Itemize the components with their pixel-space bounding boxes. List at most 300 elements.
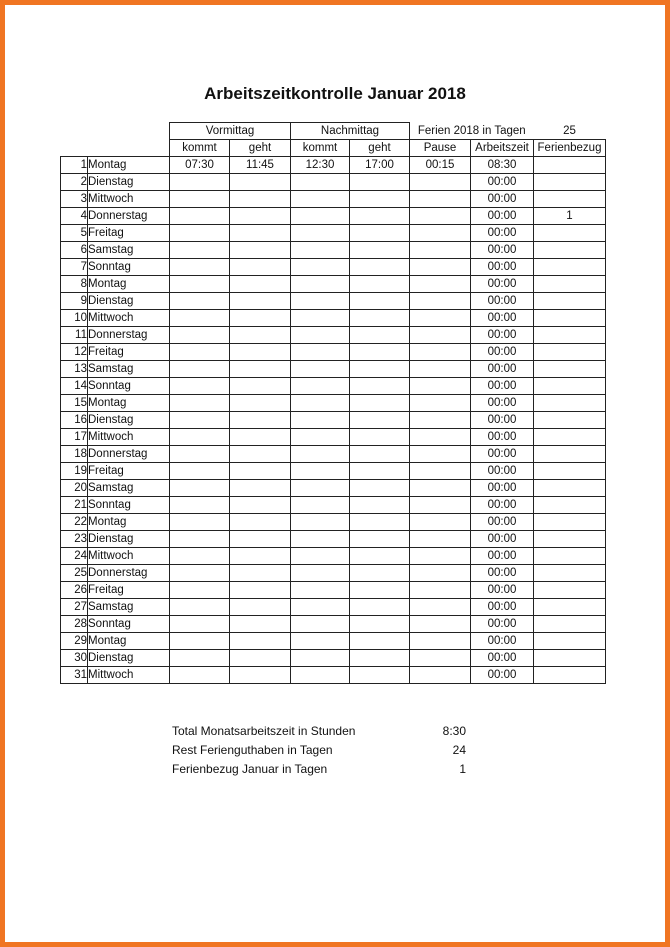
nachmittag-geht-cell[interactable] [350, 446, 410, 463]
vormittag-geht-cell[interactable] [230, 276, 291, 293]
arbeitszeit-cell[interactable]: 00:00 [471, 582, 534, 599]
nachmittag-geht-cell[interactable] [350, 327, 410, 344]
nachmittag-geht-cell[interactable] [350, 242, 410, 259]
day-number-cell[interactable]: 11 [61, 327, 88, 344]
pause-cell[interactable] [410, 599, 471, 616]
nachmittag-kommt-cell[interactable] [291, 327, 350, 344]
nachmittag-geht-cell[interactable] [350, 259, 410, 276]
table-row [61, 565, 606, 582]
table-row [61, 395, 606, 412]
vormittag-geht-cell[interactable] [230, 446, 291, 463]
ferienbezug-cell[interactable] [534, 378, 606, 395]
weekday-cell[interactable]: Sonntag [88, 616, 170, 633]
ferienbezug-cell[interactable] [534, 395, 606, 412]
pause-cell[interactable] [410, 463, 471, 480]
vormittag-geht-cell[interactable] [230, 310, 291, 327]
arbeitszeit-cell[interactable]: 00:00 [471, 191, 534, 208]
vormittag-geht-cell[interactable] [230, 242, 291, 259]
empty-cell [88, 140, 170, 157]
vormittag-geht-cell[interactable] [230, 650, 291, 667]
arbeitszeit-cell[interactable]: 00:00 [471, 242, 534, 259]
ferienbezug-cell[interactable] [534, 429, 606, 446]
vormittag-geht-cell[interactable] [230, 548, 291, 565]
vormittag-geht-cell[interactable] [230, 378, 291, 395]
nachmittag-kommt-cell[interactable] [291, 344, 350, 361]
arbeitszeit-cell[interactable]: 00:00 [471, 259, 534, 276]
vormittag-kommt-cell[interactable] [170, 378, 230, 395]
table-row [61, 276, 606, 293]
pause-cell[interactable] [410, 293, 471, 310]
arbeitszeit-cell[interactable]: 00:00 [471, 327, 534, 344]
ferienbezug-cell[interactable]: 1 [534, 208, 606, 225]
day-number-cell[interactable]: 10 [61, 310, 88, 327]
vormittag-kommt-cell[interactable] [170, 650, 230, 667]
day-number-cell[interactable]: 18 [61, 446, 88, 463]
day-number-cell[interactable]: 5 [61, 225, 88, 242]
ferienbezug-cell[interactable] [534, 293, 606, 310]
day-number-cell[interactable]: 29 [61, 633, 88, 650]
vormittag-kommt-cell[interactable] [170, 225, 230, 242]
ferienbezug-cell[interactable] [534, 616, 606, 633]
ferienbezug-cell[interactable] [534, 225, 606, 242]
vormittag-kommt-cell[interactable] [170, 412, 230, 429]
pause-cell[interactable] [410, 531, 471, 548]
ferienbezug-cell[interactable] [534, 412, 606, 429]
nachmittag-geht-cell[interactable] [350, 208, 410, 225]
nachmittag-geht-cell[interactable] [350, 565, 410, 582]
nachmittag-geht-cell[interactable] [350, 497, 410, 514]
day-number-cell[interactable]: 13 [61, 361, 88, 378]
vormittag-kommt-cell[interactable] [170, 429, 230, 446]
header-row-2 [61, 140, 606, 157]
vormittag-kommt-cell[interactable] [170, 361, 230, 378]
arbeitszeit-cell[interactable]: 00:00 [471, 548, 534, 565]
arbeitszeit-cell[interactable]: 00:00 [471, 514, 534, 531]
nachmittag-geht-cell[interactable]: 17:00 [350, 157, 410, 174]
pause-cell[interactable] [410, 361, 471, 378]
vormittag-geht-cell[interactable] [230, 480, 291, 497]
nachmittag-kommt-cell[interactable] [291, 650, 350, 667]
day-number-cell[interactable]: 22 [61, 514, 88, 531]
vormittag-geht-cell[interactable] [230, 497, 291, 514]
vormittag-kommt-cell[interactable] [170, 191, 230, 208]
nachmittag-geht-cell[interactable] [350, 310, 410, 327]
pause-cell[interactable] [410, 480, 471, 497]
day-number-cell[interactable]: 12 [61, 344, 88, 361]
table-row [61, 327, 606, 344]
table-row [61, 412, 606, 429]
ferienbezug-cell[interactable] [534, 361, 606, 378]
weekday-cell[interactable]: Donnerstag [88, 208, 170, 225]
vormittag-kommt-cell[interactable] [170, 582, 230, 599]
vormittag-geht-cell[interactable] [230, 327, 291, 344]
pause-cell[interactable]: 00:15 [410, 157, 471, 174]
vormittag-kommt-cell[interactable] [170, 514, 230, 531]
vormittag-geht-cell[interactable] [230, 395, 291, 412]
pause-cell[interactable] [410, 378, 471, 395]
pause-cell[interactable] [410, 633, 471, 650]
nachmittag-kommt-cell[interactable] [291, 599, 350, 616]
vormittag-kommt-cell[interactable] [170, 327, 230, 344]
weekday-cell[interactable]: Dienstag [88, 174, 170, 191]
nachmittag-kommt-cell[interactable] [291, 412, 350, 429]
arbeitszeit-cell[interactable]: 00:00 [471, 446, 534, 463]
arbeitszeit-cell[interactable]: 00:00 [471, 616, 534, 633]
weekday-cell[interactable]: Dienstag [88, 293, 170, 310]
weekday-cell[interactable]: Donnerstag [88, 446, 170, 463]
vormittag-geht-cell[interactable] [230, 293, 291, 310]
vormittag-geht-cell[interactable]: 11:45 [230, 157, 291, 174]
vormittag-kommt-cell[interactable] [170, 174, 230, 191]
day-number-cell[interactable]: 19 [61, 463, 88, 480]
nachmittag-kommt-cell[interactable] [291, 293, 350, 310]
nachmittag-kommt-cell[interactable] [291, 242, 350, 259]
weekday-cell[interactable]: Mittwoch [88, 429, 170, 446]
ferienbezug-cell[interactable] [534, 650, 606, 667]
vormittag-kommt-cell[interactable] [170, 497, 230, 514]
day-number-cell[interactable]: 7 [61, 259, 88, 276]
nachmittag-geht-cell[interactable] [350, 480, 410, 497]
vormittag-geht-cell[interactable] [230, 667, 291, 684]
pause-cell[interactable] [410, 514, 471, 531]
nachmittag-kommt-cell[interactable] [291, 548, 350, 565]
vormittag-geht-cell[interactable] [230, 191, 291, 208]
ferienbezug-cell[interactable] [534, 497, 606, 514]
ferienbezug-cell[interactable] [534, 514, 606, 531]
vormittag-geht-cell[interactable] [230, 361, 291, 378]
table-row [61, 463, 606, 480]
pause-cell[interactable] [410, 582, 471, 599]
vormittag-geht-cell[interactable] [230, 225, 291, 242]
ferienbezug-cell[interactable] [534, 344, 606, 361]
nachmittag-geht-cell[interactable] [350, 463, 410, 480]
nachmittag-kommt-cell[interactable] [291, 582, 350, 599]
nachmittag-kommt-cell[interactable] [291, 531, 350, 548]
weekday-cell[interactable]: Freitag [88, 225, 170, 242]
weekday-cell[interactable]: Montag [88, 157, 170, 174]
vormittag-kommt-cell[interactable] [170, 599, 230, 616]
weekday-cell[interactable]: Donnerstag [88, 565, 170, 582]
nachmittag-geht-cell[interactable] [350, 531, 410, 548]
pause-cell[interactable] [410, 259, 471, 276]
nachmittag-kommt-cell[interactable] [291, 225, 350, 242]
nachmittag-geht-cell[interactable] [350, 361, 410, 378]
table-row [61, 191, 606, 208]
header-arbeitszeit: Arbeitszeit [471, 140, 534, 157]
ferienbezug-cell[interactable] [534, 327, 606, 344]
ferienbezug-cell[interactable] [534, 310, 606, 327]
day-number-cell[interactable]: 8 [61, 276, 88, 293]
nachmittag-kommt-cell[interactable] [291, 174, 350, 191]
pause-cell[interactable] [410, 242, 471, 259]
table-row [61, 378, 606, 395]
pause-cell[interactable] [410, 327, 471, 344]
ferienbezug-cell[interactable] [534, 599, 606, 616]
nachmittag-geht-cell[interactable] [350, 582, 410, 599]
weekday-cell[interactable]: Mittwoch [88, 191, 170, 208]
nachmittag-kommt-cell[interactable] [291, 616, 350, 633]
arbeitszeit-cell[interactable]: 00:00 [471, 412, 534, 429]
day-number-cell[interactable]: 14 [61, 378, 88, 395]
nachmittag-kommt-cell[interactable] [291, 463, 350, 480]
nachmittag-kommt-cell[interactable] [291, 429, 350, 446]
weekday-cell[interactable]: Dienstag [88, 412, 170, 429]
arbeitszeit-cell[interactable]: 00:00 [471, 429, 534, 446]
vormittag-kommt-cell[interactable] [170, 276, 230, 293]
arbeitszeit-cell[interactable]: 00:00 [471, 293, 534, 310]
vormittag-kommt-cell[interactable] [170, 310, 230, 327]
arbeitszeit-cell[interactable]: 00:00 [471, 361, 534, 378]
weekday-cell[interactable]: Sonntag [88, 378, 170, 395]
nachmittag-kommt-cell[interactable]: 12:30 [291, 157, 350, 174]
pause-cell[interactable] [410, 174, 471, 191]
weekday-cell[interactable]: Mittwoch [88, 310, 170, 327]
arbeitszeit-cell[interactable]: 00:00 [471, 276, 534, 293]
header-pause: Pause [410, 140, 471, 157]
arbeitszeit-cell[interactable]: 00:00 [471, 395, 534, 412]
day-number-cell[interactable]: 24 [61, 548, 88, 565]
vormittag-kommt-cell[interactable] [170, 344, 230, 361]
pause-cell[interactable] [410, 412, 471, 429]
weekday-cell[interactable]: Samstag [88, 361, 170, 378]
vormittag-kommt-cell[interactable] [170, 531, 230, 548]
nachmittag-kommt-cell[interactable] [291, 667, 350, 684]
nachmittag-kommt-cell[interactable] [291, 446, 350, 463]
ferienbezug-cell[interactable] [534, 565, 606, 582]
nachmittag-kommt-cell[interactable] [291, 361, 350, 378]
arbeitszeit-cell[interactable]: 00:00 [471, 378, 534, 395]
day-number-cell[interactable]: 31 [61, 667, 88, 684]
day-number-cell[interactable]: 20 [61, 480, 88, 497]
table-row [61, 361, 606, 378]
arbeitszeit-cell[interactable]: 00:00 [471, 225, 534, 242]
weekday-cell[interactable]: Samstag [88, 599, 170, 616]
nachmittag-geht-cell[interactable] [350, 650, 410, 667]
pause-cell[interactable] [410, 344, 471, 361]
ferienbezug-cell[interactable] [534, 446, 606, 463]
time-table [60, 122, 606, 684]
weekday-cell[interactable]: Freitag [88, 582, 170, 599]
day-number-cell[interactable]: 23 [61, 531, 88, 548]
day-number-cell[interactable]: 28 [61, 616, 88, 633]
nachmittag-kommt-cell[interactable] [291, 378, 350, 395]
ferienbezug-cell[interactable] [534, 582, 606, 599]
arbeitszeit-cell[interactable]: 00:00 [471, 650, 534, 667]
nachmittag-geht-cell[interactable] [350, 378, 410, 395]
vormittag-kommt-cell[interactable] [170, 548, 230, 565]
arbeitszeit-cell[interactable]: 00:00 [471, 310, 534, 327]
ferienbezug-cell[interactable] [534, 667, 606, 684]
day-number-cell[interactable]: 6 [61, 242, 88, 259]
day-number-cell[interactable]: 9 [61, 293, 88, 310]
vormittag-kommt-cell[interactable] [170, 667, 230, 684]
vormittag-geht-cell[interactable] [230, 531, 291, 548]
arbeitszeit-cell[interactable]: 00:00 [471, 344, 534, 361]
day-number-cell[interactable]: 25 [61, 565, 88, 582]
nachmittag-kommt-cell[interactable] [291, 480, 350, 497]
header-nachmittag: Nachmittag [291, 123, 410, 140]
nachmittag-geht-cell[interactable] [350, 276, 410, 293]
ferienbezug-cell[interactable] [534, 276, 606, 293]
vormittag-kommt-cell[interactable] [170, 259, 230, 276]
ferienbezug-cell[interactable] [534, 633, 606, 650]
arbeitszeit-cell[interactable]: 00:00 [471, 497, 534, 514]
vormittag-geht-cell[interactable] [230, 412, 291, 429]
day-number-cell[interactable]: 4 [61, 208, 88, 225]
vormittag-kommt-cell[interactable] [170, 446, 230, 463]
pause-cell[interactable] [410, 276, 471, 293]
arbeitszeit-cell[interactable]: 00:00 [471, 480, 534, 497]
arbeitszeit-cell[interactable]: 00:00 [471, 174, 534, 191]
nachmittag-geht-cell[interactable] [350, 174, 410, 191]
pause-cell[interactable] [410, 497, 471, 514]
vormittag-geht-cell[interactable] [230, 514, 291, 531]
nachmittag-kommt-cell[interactable] [291, 208, 350, 225]
nachmittag-geht-cell[interactable] [350, 344, 410, 361]
nachmittag-geht-cell[interactable] [350, 225, 410, 242]
weekday-cell[interactable]: Samstag [88, 480, 170, 497]
nachmittag-kommt-cell[interactable] [291, 497, 350, 514]
weekday-cell[interactable]: Montag [88, 514, 170, 531]
nachmittag-geht-cell[interactable] [350, 599, 410, 616]
vormittag-geht-cell[interactable] [230, 259, 291, 276]
pause-cell[interactable] [410, 395, 471, 412]
vormittag-geht-cell[interactable] [230, 582, 291, 599]
vormittag-geht-cell[interactable] [230, 599, 291, 616]
weekday-cell[interactable]: Mittwoch [88, 667, 170, 684]
pause-cell[interactable] [410, 565, 471, 582]
summary-row [172, 760, 466, 779]
weekday-cell[interactable]: Montag [88, 633, 170, 650]
vormittag-geht-cell[interactable] [230, 565, 291, 582]
pause-cell[interactable] [410, 225, 471, 242]
day-number-cell[interactable]: 30 [61, 650, 88, 667]
weekday-cell[interactable]: Sonntag [88, 497, 170, 514]
ferienbezug-cell[interactable] [534, 242, 606, 259]
arbeitszeit-cell[interactable]: 00:00 [471, 208, 534, 225]
arbeitszeit-cell[interactable]: 00:00 [471, 531, 534, 548]
weekday-cell[interactable]: Dienstag [88, 650, 170, 667]
day-number-cell[interactable]: 17 [61, 429, 88, 446]
nachmittag-geht-cell[interactable] [350, 514, 410, 531]
vormittag-kommt-cell[interactable] [170, 480, 230, 497]
arbeitszeit-cell[interactable]: 00:00 [471, 463, 534, 480]
day-number-cell[interactable]: 27 [61, 599, 88, 616]
vormittag-kommt-cell[interactable] [170, 395, 230, 412]
day-number-cell[interactable]: 16 [61, 412, 88, 429]
pause-cell[interactable] [410, 191, 471, 208]
nachmittag-geht-cell[interactable] [350, 616, 410, 633]
day-number-cell[interactable]: 2 [61, 174, 88, 191]
vormittag-kommt-cell[interactable] [170, 633, 230, 650]
ferienbezug-cell[interactable] [534, 531, 606, 548]
arbeitszeit-cell[interactable]: 00:00 [471, 667, 534, 684]
pause-cell[interactable] [410, 548, 471, 565]
vormittag-kommt-cell[interactable] [170, 293, 230, 310]
weekday-cell[interactable]: Dienstag [88, 531, 170, 548]
ferienbezug-cell[interactable] [534, 191, 606, 208]
nachmittag-kommt-cell[interactable] [291, 514, 350, 531]
table-row [61, 293, 606, 310]
ferienbezug-cell[interactable] [534, 548, 606, 565]
vormittag-geht-cell[interactable] [230, 208, 291, 225]
day-number-cell[interactable]: 26 [61, 582, 88, 599]
nachmittag-geht-cell[interactable] [350, 548, 410, 565]
weekday-cell[interactable]: Samstag [88, 242, 170, 259]
nachmittag-kommt-cell[interactable] [291, 191, 350, 208]
day-number-cell[interactable]: 21 [61, 497, 88, 514]
vormittag-kommt-cell[interactable] [170, 242, 230, 259]
vormittag-kommt-cell[interactable] [170, 463, 230, 480]
table-row [61, 446, 606, 463]
weekday-cell[interactable]: Mittwoch [88, 548, 170, 565]
weekday-cell[interactable]: Donnerstag [88, 327, 170, 344]
ferienbezug-cell[interactable] [534, 259, 606, 276]
weekday-cell[interactable]: Freitag [88, 463, 170, 480]
nachmittag-geht-cell[interactable] [350, 191, 410, 208]
nachmittag-geht-cell[interactable] [350, 412, 410, 429]
vormittag-kommt-cell[interactable] [170, 208, 230, 225]
ferienbezug-cell[interactable] [534, 174, 606, 191]
vormittag-geht-cell[interactable] [230, 463, 291, 480]
arbeitszeit-cell[interactable]: 00:00 [471, 565, 534, 582]
nachmittag-kommt-cell[interactable] [291, 395, 350, 412]
nachmittag-geht-cell[interactable] [350, 429, 410, 446]
nachmittag-kommt-cell[interactable] [291, 276, 350, 293]
vormittag-geht-cell[interactable] [230, 616, 291, 633]
arbeitszeit-cell[interactable]: 08:30 [471, 157, 534, 174]
empty-cell [88, 123, 170, 140]
day-number-cell[interactable]: 3 [61, 191, 88, 208]
nachmittag-kommt-cell[interactable] [291, 565, 350, 582]
pause-cell[interactable] [410, 667, 471, 684]
vormittag-kommt-cell[interactable] [170, 616, 230, 633]
pause-cell[interactable] [410, 208, 471, 225]
nachmittag-geht-cell[interactable] [350, 667, 410, 684]
vormittag-kommt-cell[interactable] [170, 565, 230, 582]
vormittag-geht-cell[interactable] [230, 429, 291, 446]
ferienbezug-cell[interactable] [534, 157, 606, 174]
nachmittag-geht-cell[interactable] [350, 633, 410, 650]
summary-value: 8:30 [442, 724, 466, 738]
weekday-cell[interactable]: Montag [88, 276, 170, 293]
nachmittag-geht-cell[interactable] [350, 293, 410, 310]
pause-cell[interactable] [410, 616, 471, 633]
vormittag-kommt-cell[interactable]: 07:30 [170, 157, 230, 174]
nachmittag-geht-cell[interactable] [350, 395, 410, 412]
vormittag-geht-cell[interactable] [230, 633, 291, 650]
table-row [61, 616, 606, 633]
weekday-cell[interactable]: Sonntag [88, 259, 170, 276]
pause-cell[interactable] [410, 310, 471, 327]
day-number-cell[interactable]: 15 [61, 395, 88, 412]
weekday-cell[interactable]: Freitag [88, 344, 170, 361]
nachmittag-kommt-cell[interactable] [291, 633, 350, 650]
pause-cell[interactable] [410, 429, 471, 446]
day-number-cell[interactable]: 1 [61, 157, 88, 174]
ferienbezug-cell[interactable] [534, 480, 606, 497]
ferienbezug-cell[interactable] [534, 463, 606, 480]
pause-cell[interactable] [410, 446, 471, 463]
vormittag-geht-cell[interactable] [230, 174, 291, 191]
nachmittag-kommt-cell[interactable] [291, 259, 350, 276]
arbeitszeit-cell[interactable]: 00:00 [471, 633, 534, 650]
arbeitszeit-cell[interactable]: 00:00 [471, 599, 534, 616]
weekday-cell[interactable]: Montag [88, 395, 170, 412]
pause-cell[interactable] [410, 650, 471, 667]
nachmittag-kommt-cell[interactable] [291, 310, 350, 327]
vormittag-geht-cell[interactable] [230, 344, 291, 361]
